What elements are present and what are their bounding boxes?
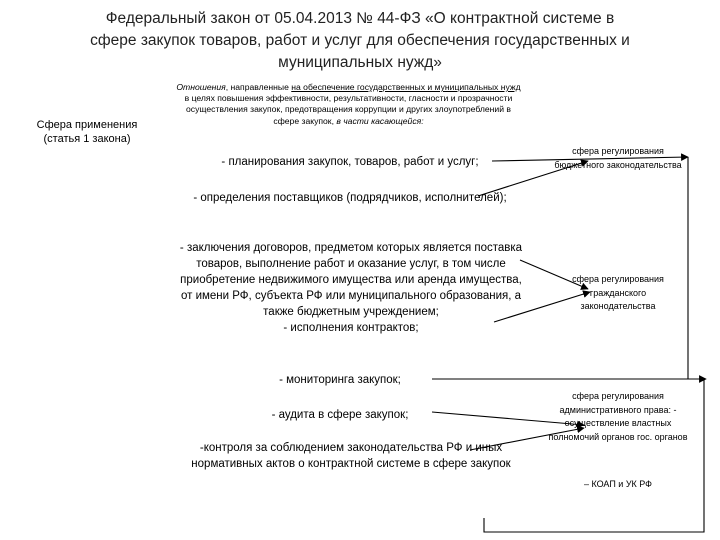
side-koap: – КОАП и УК РФ: [583, 479, 653, 489]
bracket-bottom: [484, 379, 704, 532]
arrow-control-admin: [470, 428, 584, 450]
arrow-audit-admin: [432, 412, 584, 425]
item-control: -контроля за соблюдением законодательства РФ и иных нормативных актов о контрактной системе в сфере закупок: [191, 442, 511, 470]
arrow-execution-civil: [494, 292, 590, 322]
arrow-contracts-civil: [520, 260, 588, 289]
scope-line-1: Сфера применения: [36, 119, 138, 131]
title-line-1: Федеральный закон от 05.04.2013 № 44-ФЗ «О контрактной системе в: [105, 10, 615, 27]
arrow-planning-budget: [492, 157, 688, 161]
scope-line-2: (статья 1 закона): [43, 133, 131, 145]
item-monitoring: - мониторинга закупок;: [279, 374, 401, 386]
side-budget: сфера регулирования бюджетного законодательства: [554, 146, 682, 170]
relations-underlined: на обеспечение государственных и муниципальных нужд: [291, 82, 521, 92]
relations-text-a: , направленные: [225, 82, 292, 92]
side-admin: сфера регулирования административного права: - осуществление властных полномочий органов гос. органов: [548, 391, 688, 442]
title-line-3: муниципальных нужд»: [278, 54, 442, 71]
item-execution: - исполнения контрактов;: [283, 322, 419, 334]
item-contracts-text: - заключения договоров, предметом которых является поставка товаров, выполнение работ и оказание услуг, в том числе приобретение недвижимого имущества или аренда имущества, от имени РФ, субъекта РФ или муниципального образования, а также бюджетным учреждением;: [179, 242, 523, 318]
relations-term: Отношения: [176, 82, 226, 92]
item-audit: - аудита в сфере закупок;: [271, 409, 409, 421]
relations-text-b: в целях повышения эффективности, результативности, гласности и прозрачности осуществления закупок, предотвращения коррупции и других злоупотреблений в сфере закупок,: [184, 93, 513, 126]
side-civil: сфера регулирования гражданского законодательства: [572, 274, 664, 311]
arrow-suppliers-budget: [478, 161, 588, 196]
item-suppliers: - определения поставщиков (подрядчиков, исполнителей);: [193, 192, 507, 204]
title-line-2: сфере закупок товаров, работ и услуг для обеспечения государственных и: [90, 32, 630, 49]
relations-concerning: в части касающейся:: [336, 115, 424, 126]
item-planning: - планирования закупок, товаров, работ и услуг;: [221, 156, 479, 168]
